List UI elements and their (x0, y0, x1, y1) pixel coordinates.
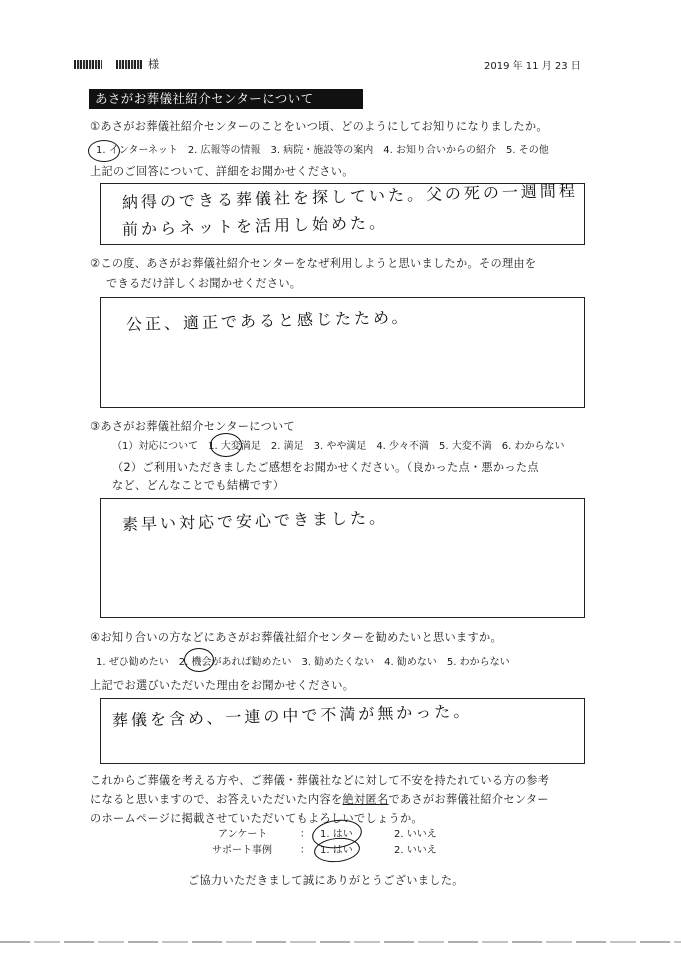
redacted-name-1 (74, 60, 102, 69)
anonymity-note: 絶対匿名 (342, 793, 389, 806)
date: 2019 年 11 月 23 日 (484, 61, 581, 72)
recipient-suffix: 様 (148, 58, 160, 71)
q3-selection-circle (210, 433, 242, 457)
q2-question-line1: ②この度、あさがお葬儀社紹介センターをなぜ利用しようと思いましたか。その理由を (90, 257, 537, 270)
survey-colon: ： (300, 829, 310, 840)
support-colon: ： (300, 845, 310, 856)
survey-no: 2. いいえ (394, 829, 437, 840)
q2-question-line2: できるだけ詳しくお聞かせください。 (106, 277, 302, 290)
redacted-name-2 (116, 60, 142, 69)
support-yes: 1. はい (320, 845, 353, 856)
support-label: サポート事例 (212, 845, 272, 856)
closing-line1: これからご葬儀を考える方や、ご葬儀・葬儀社などに対して不安を持たれている方の参考 (90, 774, 550, 787)
thanks-message: ご協力いただきまして誠にありがとうございました。 (188, 874, 464, 887)
closing-line2-pre: になると思いますので、お答えいただいた内容を (90, 793, 343, 806)
closing-line2-post: であさがお葬儀社紹介センター (388, 793, 549, 806)
q3-sub2-line1: （2）ご利用いただきましたご感想をお聞かせください。（良かった点・悪かった点 (112, 461, 539, 474)
q4-selection-circle (184, 648, 214, 672)
q3-sub1: （1）対応について 1. 大変満足 2. 満足 3. やや満足 4. 少々不満 5. 大変不満 6. わからない (112, 441, 565, 452)
q4-followup: 上記でお選びいただいた理由をお聞かせください。 (90, 679, 355, 692)
closing-line3: のホームページに掲載させていただいてもよろしいでしょうか。 (90, 812, 423, 825)
q1-selection-circle (88, 140, 120, 162)
q3-question: ③あさがお葬儀社紹介センターについて (90, 420, 295, 433)
q1-answer-line1: 納得のできる葬儀社を探していた。父の死の一週間程 (121, 181, 579, 212)
scan-artifact-line (0, 941, 681, 943)
q4-options: 1. ぜひ勧めたい 2. 機会があれば勧めたい 3. 勧めたくない 4. 勧めない 5. わからない (96, 657, 510, 668)
support-no: 2. いいえ (394, 845, 437, 856)
q1-followup: 上記のご回答について、詳細をお聞かせください。 (90, 165, 354, 178)
q3-sub2-line2: など、どんなことでも結構です） (112, 479, 285, 492)
survey-label: アンケート (218, 829, 268, 840)
q1-answer-line2: 前からネットを活用し始めた。 (121, 213, 389, 239)
q4-answer: 葬儀を含め、一連の中で不満が無かった。 (111, 701, 473, 730)
survey-yes: 1. はい (320, 829, 353, 840)
q1-options: 1. インターネット 2. 広報等の情報 3. 病院・施設等の案内 4. お知り合いからの紹介 5. その他 (96, 145, 549, 156)
closing-line2 (90, 792, 549, 808)
q1-question: ①あさがお葬儀社紹介センターのことをいつ頃、どのようにしてお知りになりましたか。 (90, 120, 548, 133)
page-title: あさがお葬儀社紹介センターについて (89, 89, 363, 109)
q3-answer: 素早い対応で安心できました。 (121, 508, 389, 534)
q4-question: ④お知り合いの方などにあさがお葬儀社紹介センターを勧めたいと思いますか。 (90, 631, 502, 644)
q2-answer: 公正、適正であると感じたため。 (125, 307, 411, 334)
